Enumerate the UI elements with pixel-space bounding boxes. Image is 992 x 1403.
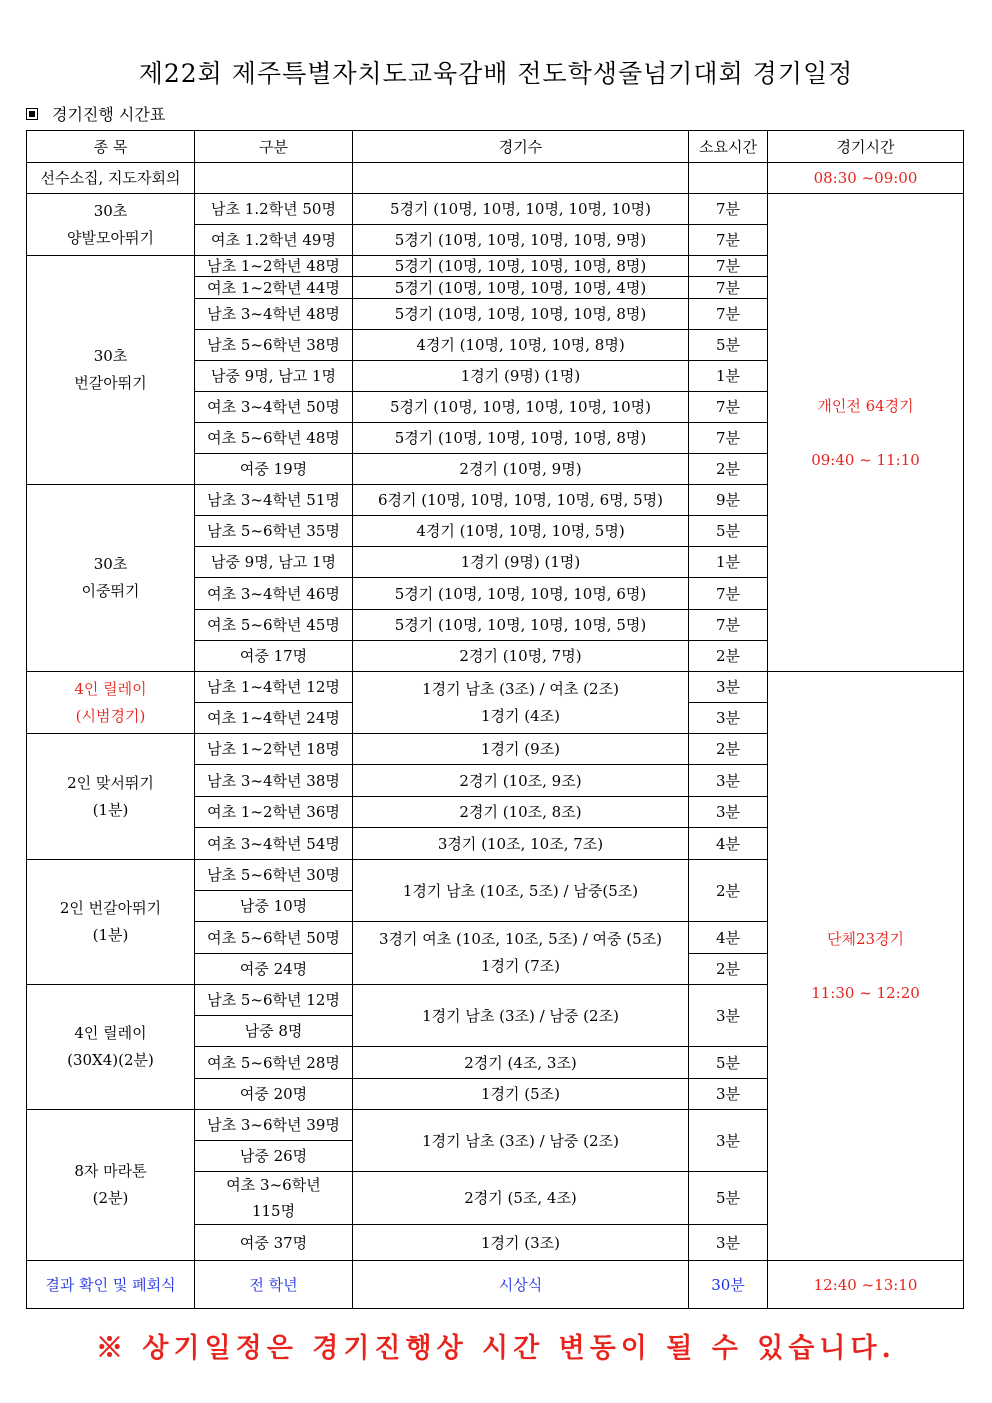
duration-cell: 4분 <box>689 922 768 954</box>
duration-cell: 9분 <box>689 485 768 516</box>
division-cell: 여초 1.2학년 49명 <box>195 225 353 256</box>
games-cell: 5경기 (10명, 10명, 10명, 10명, 9명) <box>353 225 689 256</box>
games-cell: 5경기 (10명, 10명, 10명, 10명, 10명) <box>353 194 689 225</box>
header-time: 경기시간 <box>768 131 964 163</box>
division-cell: 남초 5~6학년 35명 <box>195 516 353 547</box>
games-cell: 1경기 남초 (3조) / 남중 (2조) <box>353 1110 689 1172</box>
division-cell: 남중 26명 <box>195 1141 353 1172</box>
duration-cell: 2분 <box>689 641 768 672</box>
games-cell: 1경기 (9명) (1명) <box>353 361 689 392</box>
division-cell: 여초 1~4학년 24명 <box>195 703 353 734</box>
games-cell: 5경기 (10명, 10명, 10명, 10명, 8명) <box>353 423 689 454</box>
division-cell: 여초 5~6학년 28명 <box>195 1047 353 1079</box>
duration-cell: 3분 <box>689 1110 768 1172</box>
duration-cell: 7분 <box>689 423 768 454</box>
duration-cell: 5분 <box>689 1047 768 1079</box>
division-cell: 여초 3~4학년 54명 <box>195 828 353 860</box>
page-title: 제22회 제주특별자치도교육감배 전도학생줄넘기대회 경기일정 <box>138 59 854 88</box>
duration-cell: 7분 <box>689 194 768 225</box>
duration-cell: 7분 <box>689 299 768 330</box>
division-cell: 여중 20명 <box>195 1079 353 1110</box>
division-cell: 남중 8명 <box>195 1016 353 1047</box>
division-cell: 여초 5~6학년 45명 <box>195 610 353 641</box>
duration-cell: 7분 <box>689 578 768 610</box>
games-cell: 5경기 (10명, 10명, 10명, 10명, 4명) <box>353 277 689 299</box>
division-cell: 여중 24명 <box>195 954 353 985</box>
games-cell: 5경기 (10명, 10명, 10명, 10명, 10명) <box>353 392 689 423</box>
team-time-cell: 단체23경기 11:30 ~ 12:20 <box>768 672 964 1261</box>
division-cell: 여초 5~6학년 50명 <box>195 922 353 954</box>
division-cell: 남초 5~6학년 12명 <box>195 985 353 1016</box>
duration-cell: 3분 <box>689 672 768 703</box>
table-row <box>27 194 964 225</box>
games-cell: 1경기 (3조) <box>353 1225 689 1261</box>
event-relay-demo: 4인 릴레이 (시범경기) <box>27 672 195 734</box>
duration-cell: 7분 <box>689 610 768 641</box>
individual-time-cell: 개인전 64경기 09:40 ~ 11:10 <box>768 194 964 672</box>
division-cell: 여초 3~4학년 50명 <box>195 392 353 423</box>
duration-cell: 3분 <box>689 985 768 1047</box>
division-cell: 여중 19명 <box>195 454 353 485</box>
division-cell: 여중 17명 <box>195 641 353 672</box>
division-cell: 남초 3~4학년 38명 <box>195 765 353 797</box>
games-cell: 5경기 (10명, 10명, 10명, 10명, 6명) <box>353 578 689 610</box>
games-cell: 4경기 (10명, 10명, 10명, 5명) <box>353 516 689 547</box>
header-row <box>27 131 964 163</box>
empty-cell <box>195 163 353 194</box>
division-cell: 여초 3~4학년 46명 <box>195 578 353 610</box>
games-cell: 6경기 (10명, 10명, 10명, 10명, 6명, 5명) <box>353 485 689 516</box>
division-cell: 여중 37명 <box>195 1225 353 1261</box>
event-double-under: 30초 이중뛰기 <box>27 485 195 672</box>
closing-games: 시상식 <box>353 1261 689 1309</box>
closing-event: 결과 확인 및 폐회식 <box>27 1261 195 1309</box>
event-relay-30x4: 4인 릴레이 (30X4)(2분) <box>27 985 195 1110</box>
duration-cell: 5분 <box>689 516 768 547</box>
games-cell: 2경기 (10조, 9조) <box>353 765 689 797</box>
duration-cell: 5분 <box>689 1172 768 1225</box>
games-cell: 1경기 (5조) <box>353 1079 689 1110</box>
games-cell: 2경기 (10명, 9명) <box>353 454 689 485</box>
empty-cell <box>353 163 689 194</box>
event-pair-alternate: 2인 번갈아뛰기 (1분) <box>27 860 195 985</box>
duration-cell: 3분 <box>689 765 768 797</box>
games-cell: 2경기 (10조, 8조) <box>353 797 689 828</box>
assembly-event: 선수소집, 지도자회의 <box>27 163 195 194</box>
division-cell: 남초 3~4학년 51명 <box>195 485 353 516</box>
duration-cell: 2분 <box>689 734 768 765</box>
duration-cell: 3분 <box>689 1225 768 1261</box>
duration-cell: 7분 <box>689 277 768 299</box>
header-division: 구분 <box>195 131 353 163</box>
event-alternate: 30초 번갈아뛰기 <box>27 256 195 485</box>
division-cell: 여초 1~2학년 44명 <box>195 277 353 299</box>
division-cell: 여초 5~6학년 48명 <box>195 423 353 454</box>
games-cell: 3경기 여초 (10조, 10조, 5조) / 여중 (5조) 1경기 (7조) <box>353 922 689 985</box>
division-cell: 여초 1~2학년 36명 <box>195 797 353 828</box>
games-cell: 1경기 (9조) <box>353 734 689 765</box>
duration-cell: 1분 <box>689 361 768 392</box>
closing-time: 12:40 ~13:10 <box>768 1261 964 1309</box>
games-cell: 1경기 남초 (10조, 5조) / 남중(5조) <box>353 860 689 922</box>
division-cell: 남초 3~6학년 39명 <box>195 1110 353 1141</box>
games-cell: 1경기 남초 (3조) / 남중 (2조) <box>353 985 689 1047</box>
division-cell: 남중 9명, 남고 1명 <box>195 547 353 578</box>
section-heading <box>26 102 165 125</box>
assembly-row <box>27 163 964 194</box>
division-cell: 남초 1~4학년 12명 <box>195 672 353 703</box>
division-cell: 남초 5~6학년 30명 <box>195 860 353 891</box>
duration-cell: 3분 <box>689 1079 768 1110</box>
games-cell: 3경기 (10조, 10조, 7조) <box>353 828 689 860</box>
games-cell: 2경기 (4조, 3조) <box>353 1047 689 1079</box>
division-cell: 남초 1.2학년 50명 <box>195 194 353 225</box>
games-cell: 2경기 (10명, 7명) <box>353 641 689 672</box>
header-event: 종 목 <box>27 131 195 163</box>
duration-cell: 7분 <box>689 256 768 277</box>
duration-cell: 7분 <box>689 225 768 256</box>
duration-cell: 2분 <box>689 954 768 985</box>
schedule-table <box>26 130 964 1309</box>
division-cell: 남초 3~4학년 48명 <box>195 299 353 330</box>
games-cell: 5경기 (10명, 10명, 10명, 10명, 8명) <box>353 256 689 277</box>
duration-cell: 1분 <box>689 547 768 578</box>
header-duration: 소요시간 <box>689 131 768 163</box>
duration-cell: 2분 <box>689 860 768 922</box>
section-label: 경기진행 시간표 <box>52 105 166 124</box>
closing-duration: 30분 <box>689 1261 768 1309</box>
event-facing-jump: 2인 맞서뛰기 (1분) <box>27 734 195 860</box>
division-cell: 여초 3~6학년 115명 <box>195 1172 353 1225</box>
games-cell: 1경기 (9명) (1명) <box>353 547 689 578</box>
games-cell: 5경기 (10명, 10명, 10명, 10명, 5명) <box>353 610 689 641</box>
event-figure-eight: 8자 마라톤 (2분) <box>27 1110 195 1261</box>
division-cell: 남중 9명, 남고 1명 <box>195 361 353 392</box>
division-cell: 남초 1~2학년 48명 <box>195 256 353 277</box>
table-row <box>27 672 964 703</box>
event-two-feet: 30초 양발모아뛰기 <box>27 194 195 256</box>
duration-cell: 4분 <box>689 828 768 860</box>
schedule-change-notice: ※ 상기일정은 경기진행상 시간 변동이 될 수 있습니다. <box>96 1333 896 1364</box>
games-cell: 1경기 남초 (3조) / 여초 (2조) 1경기 (4조) <box>353 672 689 734</box>
duration-cell: 3분 <box>689 703 768 734</box>
empty-cell <box>689 163 768 194</box>
closing-division: 전 학년 <box>195 1261 353 1309</box>
duration-cell: 7분 <box>689 392 768 423</box>
header-games: 경기수 <box>353 131 689 163</box>
duration-cell: 2분 <box>689 454 768 485</box>
games-cell: 5경기 (10명, 10명, 10명, 10명, 8명) <box>353 299 689 330</box>
division-cell: 남초 1~2학년 18명 <box>195 734 353 765</box>
duration-cell: 3분 <box>689 797 768 828</box>
games-cell: 4경기 (10명, 10명, 10명, 8명) <box>353 330 689 361</box>
closing-row <box>27 1261 964 1309</box>
division-cell: 남초 5~6학년 38명 <box>195 330 353 361</box>
assembly-time: 08:30 ~09:00 <box>768 163 964 194</box>
division-cell: 남중 10명 <box>195 891 353 922</box>
games-cell: 2경기 (5조, 4조) <box>353 1172 689 1225</box>
filled-square-icon <box>26 108 38 120</box>
duration-cell: 5분 <box>689 330 768 361</box>
